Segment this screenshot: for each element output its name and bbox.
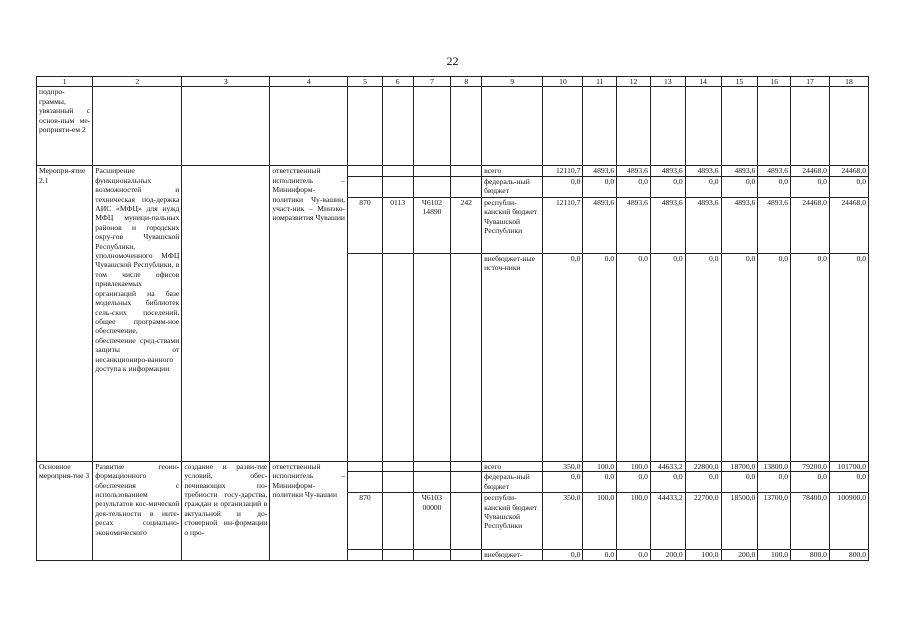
amount-cell: 22800,0 <box>685 461 721 471</box>
executor-cell: ответственный исполнитель – Мининформ-политики Чу-вашии <box>270 461 348 560</box>
budget-code-cell <box>348 176 383 197</box>
amount-cell: 200,0 <box>650 550 685 560</box>
amount-cell: 13800,0 <box>758 461 791 471</box>
amount-cell: 4893,6 <box>583 197 617 253</box>
amount-cell: 0,0 <box>829 176 868 197</box>
executor-cell: ответственный исполнитель – Мининформ-политики Чу-вашии, участ-ник – Минэко-номразвития Чувашии <box>270 166 348 461</box>
amount-cell: 44433,2 <box>650 493 685 550</box>
funding-source-cell: республи-канский бюджет Чувашской Республики <box>482 197 543 253</box>
measure-name-cell: Развитие геоин-формационного обеспечения с использованием результатов кос-мической дея-тельности в инте-ресах социально-экономического <box>93 461 182 560</box>
amount-cell: 12110,7 <box>543 166 583 176</box>
amount-cell: 4893,6 <box>617 166 651 176</box>
budget-code-cell: 242 <box>451 197 482 253</box>
column-number: 13 <box>650 77 685 87</box>
amount-cell: 0,0 <box>543 550 583 560</box>
amount-cell: 4893,6 <box>650 166 685 176</box>
amount-cell: 100,0 <box>617 493 651 550</box>
amount-cell: 101700,0 <box>829 461 868 471</box>
table-row <box>37 461 869 471</box>
column-number: 1 <box>37 77 93 87</box>
funding-source-cell: всего <box>482 461 543 471</box>
amount-cell: 100,0 <box>583 461 617 471</box>
amount-cell: 0,0 <box>829 253 868 461</box>
budget-code-cell <box>451 550 482 560</box>
budget-code-cell <box>451 461 482 471</box>
budget-code-cell <box>348 166 383 176</box>
budget-code-cell <box>413 253 451 461</box>
budget-code-cell <box>413 472 451 493</box>
amount-cell: 0,0 <box>650 253 685 461</box>
amount-cell: 0,0 <box>617 176 651 197</box>
budget-code-cell <box>451 472 482 493</box>
amount-cell: 0,0 <box>791 176 830 197</box>
budget-code-cell <box>382 493 413 550</box>
amount-cell: 0,0 <box>650 472 685 493</box>
program-subprogram-cell: подпро-граммы, увязанный с основ-ным ме-роприяти-ем 2 <box>37 87 93 166</box>
budget-code-cell <box>382 472 413 493</box>
amount-cell: 0,0 <box>685 253 721 461</box>
budget-code-cell <box>451 493 482 550</box>
amount-cell: 350,0 <box>543 461 583 471</box>
page-number: 22 <box>446 54 459 68</box>
budget-code-cell: 0113 <box>382 197 413 253</box>
amount-cell: 4893,6 <box>650 197 685 253</box>
funding-source-cell: внебюджет- <box>482 550 543 560</box>
column-number: 2 <box>93 77 182 87</box>
amount-cell: 78400,0 <box>791 493 830 550</box>
column-number: 7 <box>413 77 451 87</box>
measure-goal-cell: создание и разви-тие условий, обес-печивающих по-требности госу-дарства, граждан и организаций в актуальной и до-стоверной ин-формации о про- <box>182 461 270 560</box>
budget-code-cell <box>413 550 451 560</box>
amount-cell: 18700,0 <box>721 461 758 471</box>
amount-cell: 4893,6 <box>758 166 791 176</box>
amount-cell: 4893,6 <box>685 166 721 176</box>
amount-cell: 0,0 <box>543 253 583 461</box>
amount-cell: 4893,6 <box>721 166 758 176</box>
amount-cell: 0,0 <box>650 176 685 197</box>
budget-code-cell <box>382 166 413 176</box>
amount-cell: 0,0 <box>617 253 651 461</box>
budget-code-cell: 870 <box>348 493 383 550</box>
amount-cell: 0,0 <box>583 253 617 461</box>
budget-code-cell <box>348 253 383 461</box>
funding-source-cell: внебюджет-ные источ-ники <box>482 253 543 461</box>
amount-cell: 0,0 <box>543 176 583 197</box>
amount-cell: 44633,2 <box>650 461 685 471</box>
amount-cell: 24468,0 <box>829 166 868 176</box>
amount-cell: 100900,0 <box>829 493 868 550</box>
column-number: 4 <box>270 77 348 87</box>
column-number: 17 <box>791 77 830 87</box>
funding-source-cell: всего <box>482 166 543 176</box>
amount-cell: 18500,0 <box>721 493 758 550</box>
budget-code-cell <box>451 253 482 461</box>
column-number: 18 <box>829 77 868 87</box>
column-number: 12 <box>617 77 651 87</box>
amount-cell: 4893,6 <box>617 197 651 253</box>
column-number: 14 <box>685 77 721 87</box>
budget-code-cell <box>348 472 383 493</box>
amount-cell: 0,0 <box>583 550 617 560</box>
budget-table <box>36 76 869 561</box>
column-number: 5 <box>348 77 383 87</box>
amount-cell: 4893,6 <box>685 197 721 253</box>
measure-name-cell: Расширение функциональных возможностей и техническая под-держка АИС «МФЦ» для нужд МФЦ муници-пальных районов и городских окру-гов Чувашской Республики, уполномоченного МФЦ Чувашской Республики, в том числе офисов привлекаемых организаций на базе модельных библиотек сель-ских поселений, общее программ-ное обеспечение, обеспечение сред-ствами защиты от несанкциониро-ванного доступа к информации <box>93 166 182 461</box>
amount-cell: 0,0 <box>583 472 617 493</box>
amount-cell: 24468,0 <box>791 197 830 253</box>
budget-code-cell <box>413 461 451 471</box>
budget-code-cell <box>348 461 383 471</box>
column-number: 9 <box>482 77 543 87</box>
budget-code-cell <box>451 166 482 176</box>
amount-cell: 4893,6 <box>583 166 617 176</box>
budget-code-cell: Ч6103 00000 <box>413 493 451 550</box>
amount-cell: 0,0 <box>791 472 830 493</box>
column-number: 3 <box>182 77 270 87</box>
budget-code-cell <box>451 176 482 197</box>
budget-code-cell <box>413 176 451 197</box>
column-number: 16 <box>758 77 791 87</box>
measure-status-cell: Основное мероприя-тие 3 <box>37 461 93 560</box>
column-number: 8 <box>451 77 482 87</box>
amount-cell: 12110,7 <box>543 197 583 253</box>
column-number: 10 <box>543 77 583 87</box>
amount-cell: 79200,0 <box>791 461 830 471</box>
amount-cell: 4893,6 <box>721 197 758 253</box>
amount-cell: 13700,0 <box>758 493 791 550</box>
budget-code-cell <box>348 550 383 560</box>
amount-cell: 100,0 <box>758 550 791 560</box>
funding-source-cell: республи-канский бюджет Чувашской Республики <box>482 493 543 550</box>
budget-code-cell <box>382 253 413 461</box>
amount-cell: 800,0 <box>791 550 830 560</box>
amount-cell: 0,0 <box>791 253 830 461</box>
budget-code-cell <box>413 166 451 176</box>
table-row <box>37 166 869 176</box>
amount-cell: 24468,0 <box>791 166 830 176</box>
amount-cell: 200,0 <box>721 550 758 560</box>
amount-cell: 0,0 <box>543 472 583 493</box>
amount-cell: 0,0 <box>617 550 651 560</box>
amount-cell: 22700,0 <box>685 493 721 550</box>
amount-cell: 0,0 <box>583 176 617 197</box>
amount-cell: 350,0 <box>543 493 583 550</box>
amount-cell: 800,0 <box>829 550 868 560</box>
funding-source-cell: федераль-ный бюджет <box>482 472 543 493</box>
measure-goal-cell <box>182 166 270 461</box>
amount-cell: 0,0 <box>617 472 651 493</box>
amount-cell: 0,0 <box>758 253 791 461</box>
amount-cell: 0,0 <box>721 472 758 493</box>
amount-cell: 0,0 <box>758 472 791 493</box>
budget-code-cell: 870 <box>348 197 383 253</box>
amount-cell: 4893,6 <box>758 197 791 253</box>
funding-source-cell: федераль-ный бюджет <box>482 176 543 197</box>
amount-cell: 0,0 <box>685 472 721 493</box>
amount-cell: 100,0 <box>583 493 617 550</box>
amount-cell: 24468,0 <box>829 197 868 253</box>
amount-cell: 0,0 <box>829 472 868 493</box>
amount-cell: 0,0 <box>685 176 721 197</box>
amount-cell: 100,0 <box>617 461 651 471</box>
measure-status-cell: Меропри-ятие 2.1 <box>37 166 93 461</box>
column-number: 15 <box>721 77 758 87</box>
amount-cell: 0,0 <box>721 176 758 197</box>
amount-cell: 0,0 <box>721 253 758 461</box>
continuation-row <box>37 87 869 166</box>
column-number: 6 <box>382 77 413 87</box>
amount-cell: 0,0 <box>758 176 791 197</box>
column-number: 11 <box>583 77 617 87</box>
amount-cell: 100,0 <box>685 550 721 560</box>
budget-code-cell <box>382 550 413 560</box>
column-number-row <box>37 77 869 87</box>
budget-code-cell: Ч6102 14890 <box>413 197 451 253</box>
budget-code-cell <box>382 176 413 197</box>
budget-code-cell <box>382 461 413 471</box>
